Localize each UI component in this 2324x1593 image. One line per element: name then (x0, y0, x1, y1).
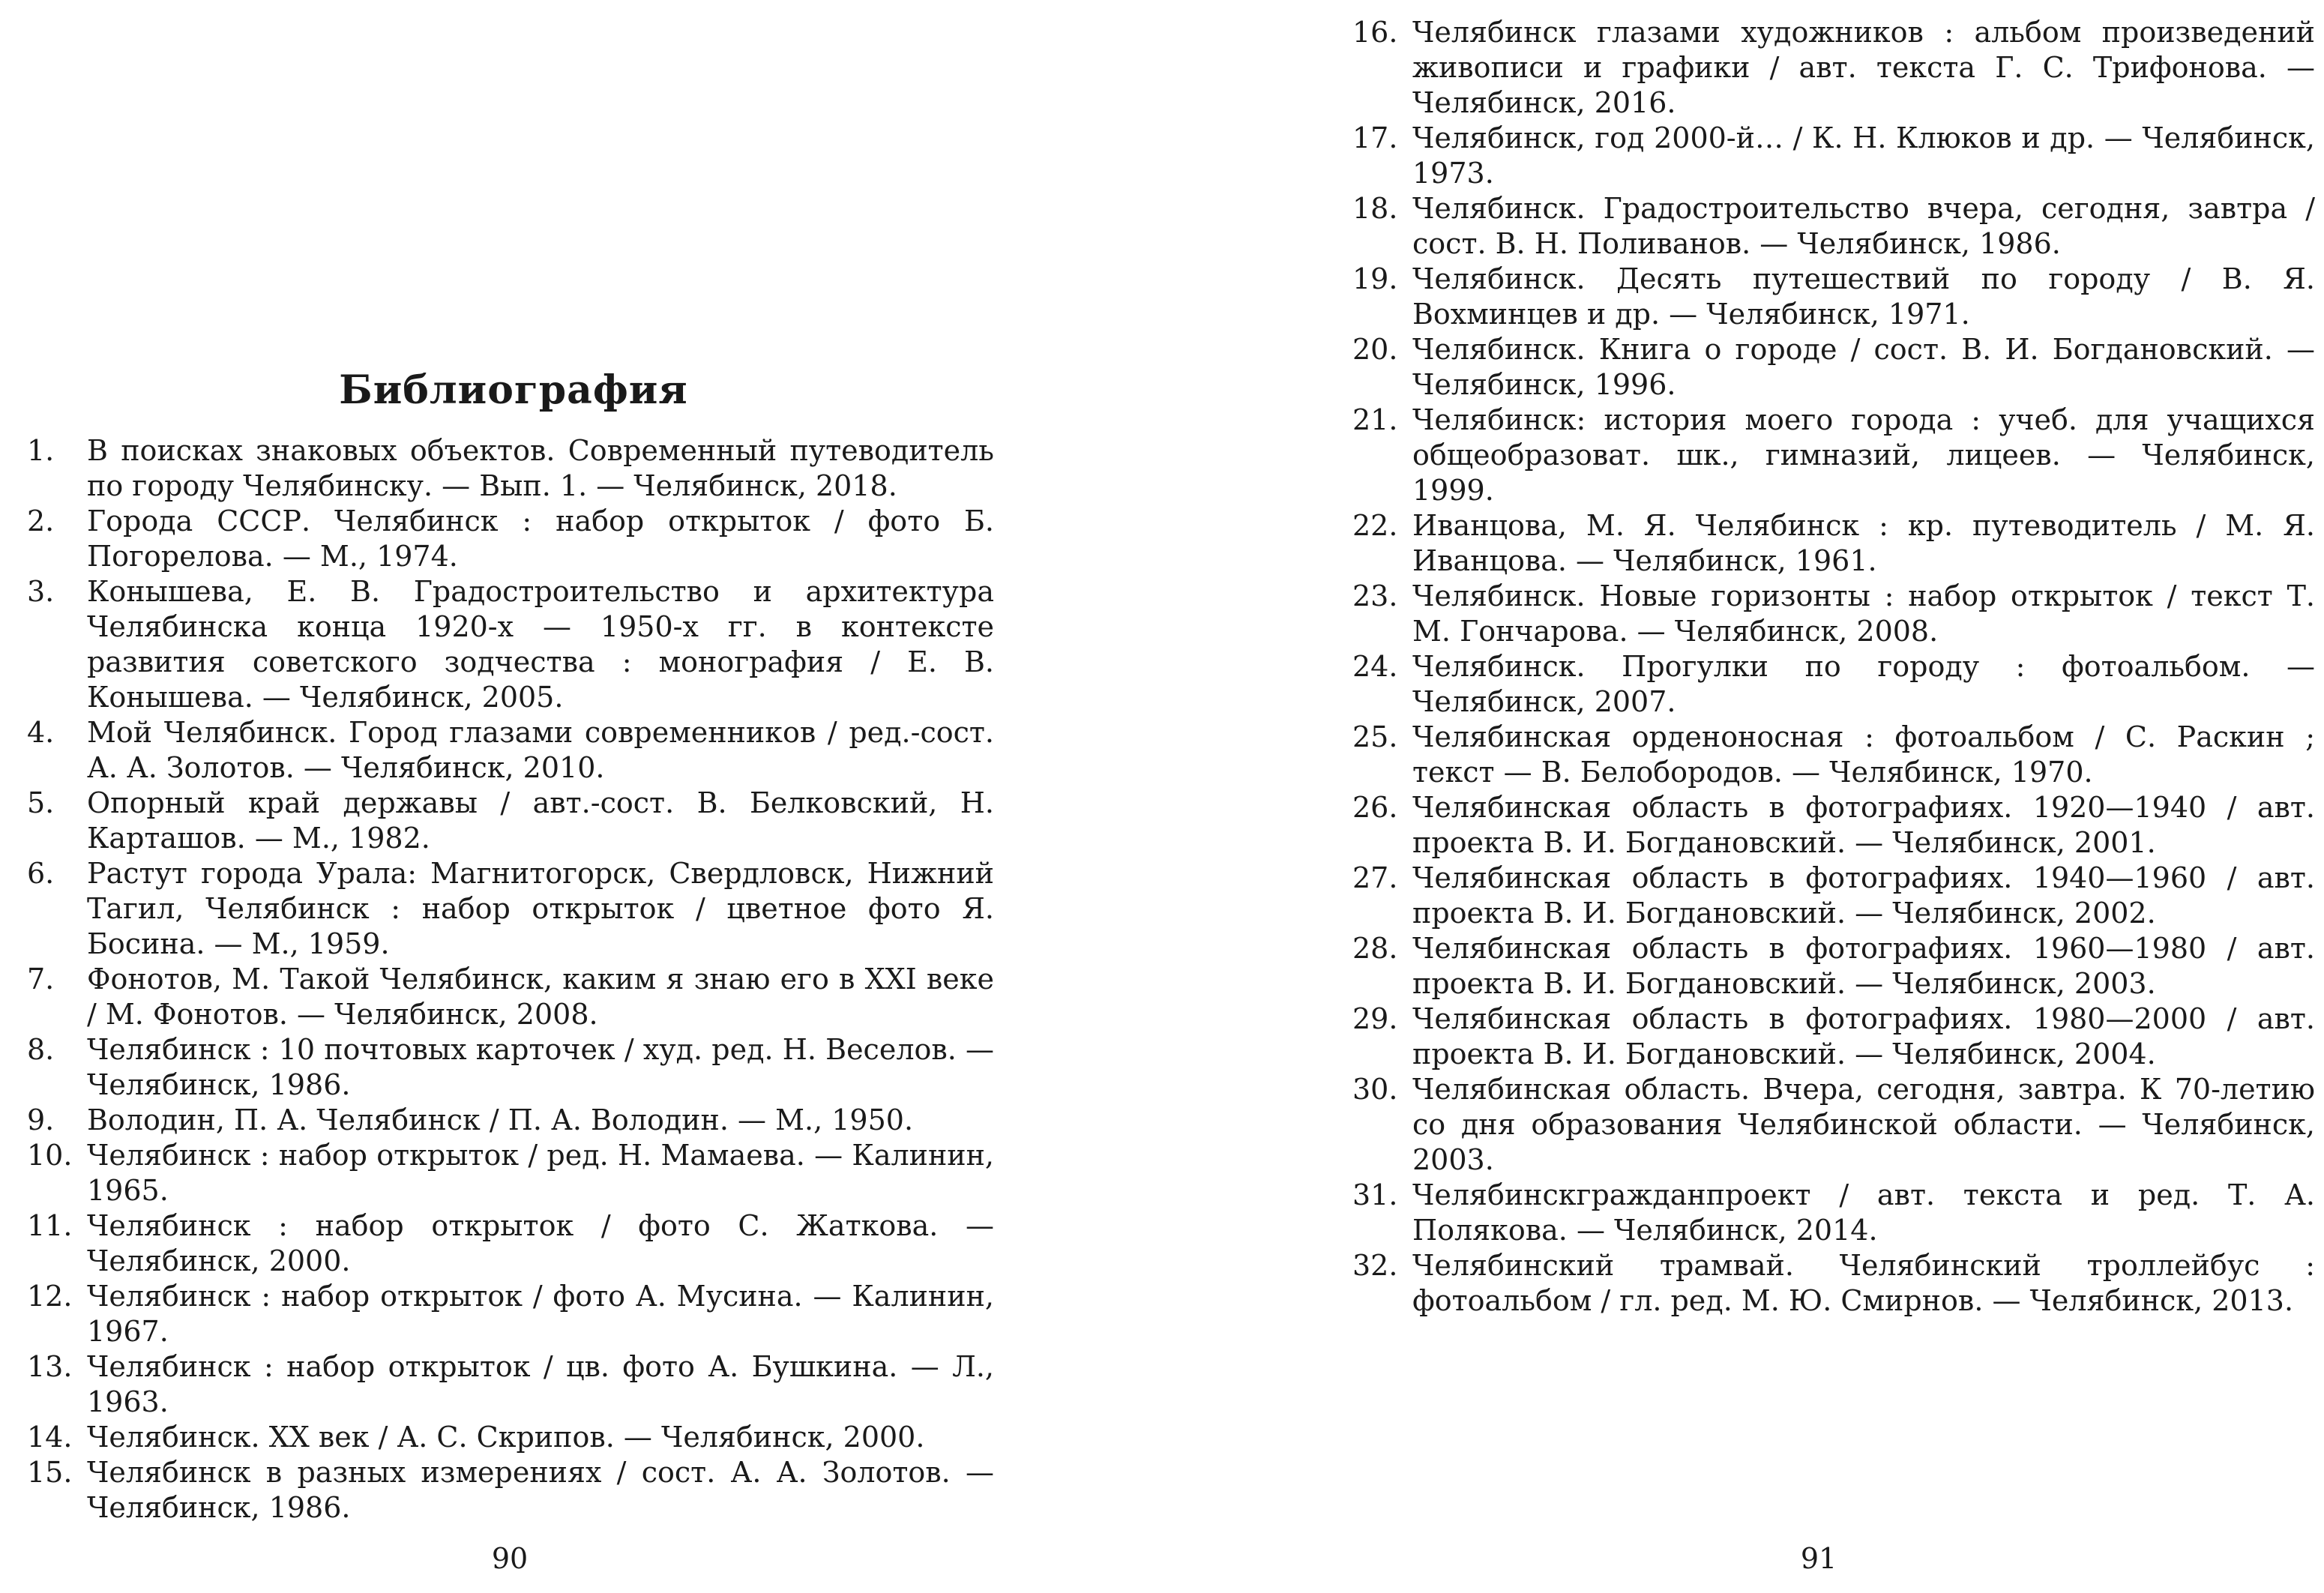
bibliography-entry (1352, 332, 2315, 403)
entry-text: Мой Челябинск. Город глазами современников / ред.-сост. А. А. Золотов. — Челябинск, 2010. (87, 716, 994, 784)
entry-number: 20. (1352, 333, 1398, 366)
bibliography-entry (27, 1138, 994, 1208)
bibliography-entry (27, 1208, 994, 1279)
entry-text: Челябинск: история моего города : учеб. для учащихся общеобразоват. шк., гимназий, лицеев. — Челябинск, 1999. (1412, 403, 2315, 507)
bibliography-entry (27, 715, 994, 786)
bibliography-entry (27, 433, 994, 504)
entry-number: 12. (27, 1280, 73, 1313)
entry-number: 21. (1352, 403, 1398, 436)
entry-number: 24. (1352, 650, 1398, 683)
entry-text: Челябинск : набор открыток / фото А. Мусина. — Калинин, 1967. (87, 1280, 994, 1348)
entry-number: 3. (27, 575, 55, 608)
entry-number: 9. (27, 1103, 55, 1136)
entry-number: 2. (27, 505, 55, 537)
entry-number: 4. (27, 716, 55, 749)
entry-text: В поисках знаковых объектов. Современный путеводитель по городу Челябинску. — Вып. 1. — Челябинск, 2018. (87, 434, 994, 502)
entry-number: 23. (1352, 579, 1398, 612)
bibliography-list-left (27, 433, 994, 1526)
bibliography-entry (27, 1103, 994, 1138)
bibliography-entry (1352, 1002, 2315, 1072)
entry-text: Города СССР. Челябинск : набор открыток / фото Б. Погорелова. — М., 1974. (87, 505, 994, 573)
entry-number: 10. (27, 1139, 73, 1172)
entry-text: Фонотов, М. Такой Челябинск, каким я знаю его в XXI веке / М. Фонотов. — Челябинск, 2008. (87, 963, 994, 1031)
entry-number: 8. (27, 1033, 55, 1066)
bibliography-entry (1352, 121, 2315, 191)
entry-text: Челябинск, год 2000-й… / К. Н. Клюков и др. — Челябинск, 1973. (1412, 121, 2315, 190)
entry-text: Челябинск : набор открыток / фото С. Жаткова. — Челябинск, 2000. (87, 1209, 994, 1277)
entry-number: 31. (1352, 1178, 1398, 1211)
entry-text: Челябинск. Прогулки по городу : фотоальбом. — Челябинск, 2007. (1412, 650, 2315, 718)
bibliography-entry (1352, 1248, 2315, 1319)
entry-text: Иванцова, М. Я. Челябинск : кр. путеводитель / М. Я. Иванцова. — Челябинск, 1961. (1412, 509, 2315, 577)
entry-number: 14. (27, 1421, 73, 1454)
entry-text: Конышева, Е. В. Градостроительство и архитектура Челябинска конца 1920-х — 1950-х гг. в контексте развития советского зодчества : монография / Е. В. Конышева. — Челябинск, 2005. (87, 575, 994, 714)
entry-number: 1. (27, 434, 55, 467)
bibliography-entry (1352, 649, 2315, 720)
entry-number: 27. (1352, 861, 1398, 894)
entry-text: Растут города Урала: Магнитогорск, Свердловск, Нижний Тагил, Челябинск : набор открыток / цветное фото Я. Босина. — М., 1959. (87, 857, 994, 960)
entry-text: Челябинск. Книга о городе / сост. В. И. Богдановский. — Челябинск, 1996. (1412, 333, 2315, 401)
entry-text: Челябинская область в фотографиях. 1960—1980 / авт. проекта В. И. Богдановский. — Челябинск, 2003. (1412, 932, 2315, 1000)
entry-text: Челябинская орденоносная : фотоальбом / С. Раскин ; текст — В. Белобородов. — Челябинск, 1970. (1412, 720, 2315, 789)
bibliography-entry (1352, 403, 2315, 508)
bibliography-entry (27, 1349, 994, 1420)
entry-number: 22. (1352, 509, 1398, 542)
bibliography-entry (1352, 191, 2315, 262)
bibliography-entry (1352, 790, 2315, 861)
bibliography-entry (1352, 720, 2315, 790)
entry-number: 15. (27, 1456, 73, 1489)
entry-number: 19. (1352, 262, 1398, 295)
bibliography-entry (27, 1420, 994, 1455)
entry-number: 6. (27, 857, 55, 890)
bibliography-entry (27, 1032, 994, 1103)
entry-text: Челябинская область в фотографиях. 1920—1940 / авт. проекта В. И. Богдановский. — Челябинск, 2001. (1412, 791, 2315, 859)
entry-text: Челябинск. Новые горизонты : набор открыток / текст Т. М. Гончарова. — Челябинск, 2008. (1412, 579, 2315, 648)
entry-text: Челябинская область в фотографиях. 1980—2000 / авт. проекта В. И. Богдановский. — Челябинск, 2004. (1412, 1002, 2315, 1070)
bibliography-entry (1352, 15, 2315, 121)
page-number: 91 (1800, 1542, 1837, 1575)
bibliography-entry (1352, 861, 2315, 931)
page-number: 90 (491, 1542, 529, 1575)
entry-text: Челябинск. Градостроительство вчера, сегодня, завтра / сост. В. Н. Поливанов. — Челябинск, 1986. (1412, 192, 2315, 260)
entry-text: Челябинская область. Вчера, сегодня, завтра. К 70-летию со дня образования Челябинской области. — Челябинск, 2003. (1412, 1073, 2315, 1176)
entry-number: 32. (1352, 1249, 1398, 1282)
bibliography-entry (1352, 508, 2315, 579)
bibliography-entry (27, 962, 994, 1032)
entry-text: Челябинск : 10 почтовых карточек / худ. ред. Н. Веселов. — Челябинск, 1986. (87, 1033, 994, 1101)
bibliography-list-right (1352, 15, 2315, 1319)
entry-text: Челябинская область в фотографиях. 1940—1960 / авт. проекта В. И. Богдановский. — Челябинск, 2002. (1412, 861, 2315, 930)
entry-text: Володин, П. А. Челябинск / П. А. Володин. — М., 1950. (87, 1103, 914, 1136)
entry-text: Челябинск. XX век / А. С. Скрипов. — Челябинск, 2000. (87, 1421, 925, 1454)
entry-number: 18. (1352, 192, 1398, 225)
entry-number: 29. (1352, 1002, 1398, 1035)
bibliography-entry (1352, 262, 2315, 332)
bibliography-entry (27, 574, 994, 715)
entry-number: 5. (27, 786, 55, 819)
entry-number: 30. (1352, 1073, 1398, 1106)
entry-text: Челябинскгражданпроект / авт. текста и ред. Т. А. Полякова. — Челябинск, 2014. (1412, 1178, 2315, 1247)
entry-number: 17. (1352, 121, 1398, 154)
entry-text: Челябинск. Десять путешествий по городу / В. Я. Вохминцев и др. — Челябинск, 1971. (1412, 262, 2315, 331)
bibliography-entry (1352, 1072, 2315, 1178)
bibliography-entry (1352, 931, 2315, 1002)
entry-number: 7. (27, 963, 55, 996)
page-title: Библиография (339, 367, 688, 413)
entry-number: 28. (1352, 932, 1398, 965)
entry-number: 26. (1352, 791, 1398, 824)
entry-text: Челябинск в разных измерениях / сост. А. А. Золотов. — Челябинск, 1986. (87, 1456, 994, 1524)
entry-text: Челябинск глазами художников : альбом произведений живописи и графики / авт. текста Г. С. Трифонова. — Челябинск, 2016. (1412, 16, 2315, 119)
entry-number: 13. (27, 1350, 73, 1383)
entry-number: 16. (1352, 16, 1398, 49)
bibliography-entry (27, 786, 994, 856)
entry-number: 25. (1352, 720, 1398, 753)
entry-number: 11. (27, 1209, 73, 1242)
bibliography-entry (1352, 1178, 2315, 1248)
entry-text: Челябинск : набор открыток / цв. фото А. Бушкина. — Л., 1963. (87, 1350, 994, 1418)
bibliography-entry (1352, 579, 2315, 649)
bibliography-entry (27, 856, 994, 962)
bibliography-entry (27, 1455, 994, 1526)
entry-text: Опорный край державы / авт.-сост. В. Белковский, Н. Карташов. — М., 1982. (87, 786, 994, 855)
bibliography-entry (27, 1279, 994, 1349)
entry-text: Челябинский трамвай. Челябинский троллейбус : фотоальбом / гл. ред. М. Ю. Смирнов. — Челябинск, 2013. (1412, 1249, 2315, 1317)
entry-text: Челябинск : набор открыток / ред. Н. Мамаева. — Калинин, 1965. (87, 1139, 994, 1207)
right-page (1162, 0, 2324, 1593)
bibliography-entry (27, 504, 994, 574)
